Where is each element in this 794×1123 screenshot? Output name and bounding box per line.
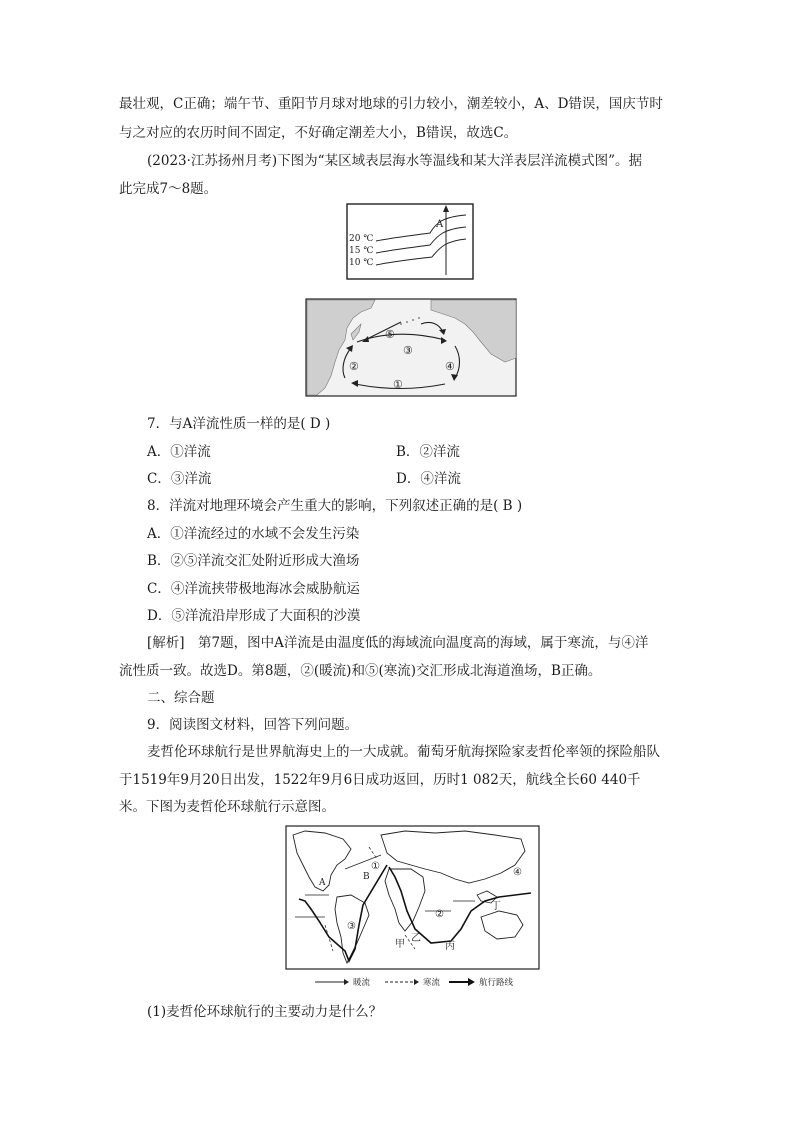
label-4: ④ <box>513 867 522 878</box>
q9-stem: 9．阅读图文材料，回答下列问题。 <box>147 717 359 733</box>
q9-subquestion-1: (1)麦哲伦环球航行的主要动力是什么？ <box>147 1004 383 1020</box>
pacific-current-map <box>305 298 517 397</box>
question-stem-line-2: 此完成7～8题。 <box>119 181 218 197</box>
label-1: ① <box>371 861 380 872</box>
isotherm-label-10: 10 ℃ <box>349 258 374 268</box>
q8-option-a: A．①洋流经过的水域不会发生污染 <box>147 526 360 542</box>
intro-line-1: 最壮观，C正确；端午节、重阳节月球对地球的引力较小，潮差较小，A、D错误，国庆节时 <box>119 96 663 112</box>
q9-material-line-3: 米。下图为麦哲伦环球航行示意图。 <box>119 799 335 815</box>
magellan-route-map <box>285 825 540 993</box>
q9-material-line-2: 于1519年9月20日出发，1522年9月6日成功返回，历时1 082天，航线全长60 440千 <box>119 772 641 788</box>
label-3: ③ <box>347 921 356 932</box>
q7-option-a: A．①洋流 <box>147 444 211 460</box>
point-a-label: A <box>436 219 444 230</box>
analysis-line-2: 流性质一致。故选D。第8题，②(暖流)和⑤(寒流)交汇形成北海道渔场，B正确。 <box>119 663 602 679</box>
current-label-5: ⑤ <box>385 328 395 341</box>
label-jia: 甲 <box>395 939 405 950</box>
section-title: 二、综合题 <box>147 690 215 706</box>
isotherm-figure <box>346 203 474 281</box>
current-label-1: ① <box>393 378 403 391</box>
q7-option-d: D．④洋流 <box>396 471 461 487</box>
label-b: B <box>363 872 370 882</box>
isotherm-label-15: 15 ℃ <box>349 246 374 256</box>
label-a: A <box>319 878 326 888</box>
legend-route-label: 航行路线 <box>479 978 514 988</box>
current-label-4: ④ <box>445 360 455 373</box>
analysis-line-1: [解析] 第7题，图中A洋流是由温度低的海域流向温度高的海域，属于寒流，与④洋 <box>147 635 649 651</box>
q8-stem: 8．洋流对地理环境会产生重大的影响，下列叙述正确的是( B ) <box>147 498 523 514</box>
question-stem-line-1: (2023·江苏扬州月考)下图为“某区域表层海水等温线和某大洋表层洋流模式图”。据 <box>147 153 642 169</box>
label-ding: 丁 <box>491 901 501 912</box>
legend-warm-label: 暖流 <box>353 978 371 988</box>
q8-option-d: D．⑤洋流沿岸形成了大面积的沙漠 <box>147 608 361 624</box>
q8-option-b: B．②⑤洋流交汇处附近形成大渔场 <box>147 553 360 569</box>
label-bing: 丙 <box>445 941 455 952</box>
q7-stem: 7．与A洋流性质一样的是( D ) <box>147 416 331 432</box>
q9-material-line-1: 麦哲伦环球航行是世界航海史上的一大成就。葡萄牙航海探险家麦哲伦率领的探险船队 <box>147 744 660 760</box>
q8-option-c: C．④洋流挟带极地海冰会威胁航运 <box>147 581 360 597</box>
label-2: ② <box>435 909 444 920</box>
q7-option-b: B．②洋流 <box>396 444 460 460</box>
current-label-3: ③ <box>403 344 413 357</box>
q7-option-c: C．③洋流 <box>147 471 212 487</box>
legend-cold-label: 寒流 <box>423 978 441 988</box>
label-yi: 乙 <box>411 933 421 944</box>
intro-line-2: 与之对应的农历时间不固定，不好确定潮差大小，B错误，故选C。 <box>119 125 518 141</box>
current-label-2: ② <box>349 360 359 373</box>
isotherm-label-20: 20 ℃ <box>349 234 374 244</box>
